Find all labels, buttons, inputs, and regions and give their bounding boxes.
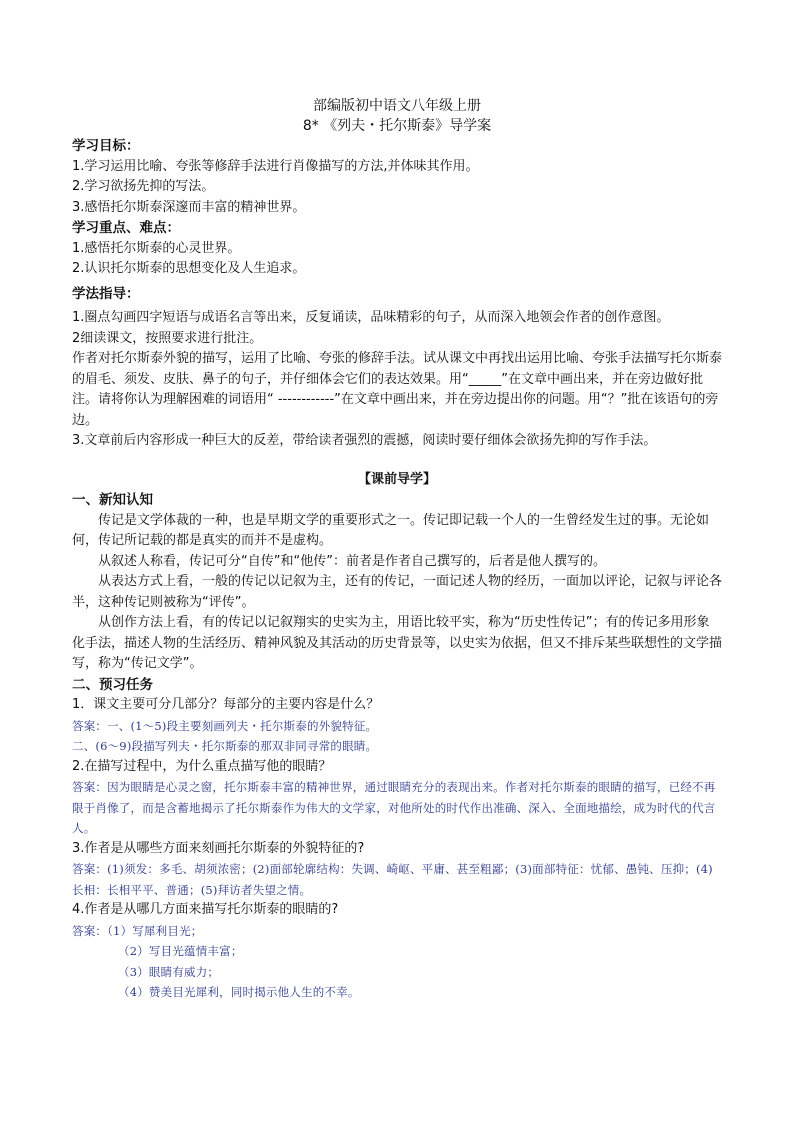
- answer-4-item: （2）写目光蕴情丰富；: [118, 944, 243, 958]
- answer-1-line: 二、(6～9)段描写列夫・托尔斯泰的那双非同寻常的眼睛。: [72, 739, 378, 753]
- method-item: 1.圈点勾画四字短语与成语名言等出来，反复诵读，品味精彩的句子，从而深入地领会作者的创作意图。: [72, 310, 670, 325]
- goal-item: 1.学习运用比喻、夸张等修辞手法进行肖像描写的方法,并体味其作用。: [72, 158, 479, 174]
- method-item: 3.文章前后内容形成一种巨大的反差，带给读者强烈的震撼，阅读时要仔细体会欲扬先抑的写作手法。: [72, 433, 657, 448]
- answer-4-label: 答案：: [72, 923, 108, 938]
- section1-heading: 一、新知认知: [72, 492, 153, 508]
- question-3: 3.作者是从哪些方面来刻画托尔斯泰的外貌特征的?: [72, 840, 365, 856]
- document-page: [72, 96, 722, 1003]
- key-point-item: 1.感悟托尔斯泰的心灵世界。: [72, 240, 241, 256]
- section2-heading: 二、预习任务: [72, 676, 153, 693]
- answer-3: 答案：(1)须发：多毛、胡须浓密；(2)面部轮廓结构：失调、崎岖、平庸、甚至粗鄙；(3)面部特征：忧郁、愚钝、压抑；(4)长相：长相平平、普通；(5)拜访者失望之情。: [72, 862, 713, 897]
- preview-heading: 【课前导学】: [357, 471, 436, 487]
- answer-4-item: （4）赞美目光犀利，同时揭示他人生的不幸。: [118, 985, 360, 999]
- question-4: 4.作者是从哪几方面来描写托尔斯泰的眼睛的?: [72, 902, 339, 917]
- answer-1-line: 答案：一、(1～5)段主要刻画列夫・托尔斯泰的外貌特征。: [72, 718, 378, 733]
- key-points-heading: 学习重点、难点：: [72, 220, 180, 236]
- goals-heading: 学习目标：: [72, 138, 140, 154]
- method-item: 2细读课文，按照要求进行批注。: [72, 330, 263, 346]
- answer-2: 答案：因为眼睛是心灵之窗，托尔斯泰丰富的精神世界，通过眼睛充分的表现出来。作者对托尔斯泰的眼睛的描写，已经不再限于肖像了，而是含蓄地揭示了托尔斯泰作为伟大的文学家，对他所处的时代作出准确、深入、全面地描绘，成为时代的代言人。: [72, 780, 716, 835]
- document-title-grade: 部编版初中语文八年级上册: [313, 98, 481, 114]
- answer-4-item: （3）眼睛有威力；: [118, 964, 220, 979]
- question-2: 2.在描写过程中，为什么重点描写他的眼睛？: [72, 758, 332, 774]
- answer-4-line: [72, 921, 722, 942]
- section1-paragraph: 从创作方法上看，有的传记以记叙翔实的史实为主，用语比较平实，称为“历史性传记”；有的传记多用形象化手法，描述人物的生活经历、精神风貌及其活动的历史背景等，以史实为依据，但又不排斥某些联想性的文学描写，称为“传记文学”。: [72, 615, 723, 671]
- method-heading: 学法指导：: [72, 285, 140, 302]
- goal-item: 2.学习欲扬先抑的写法。: [72, 179, 215, 194]
- document-title-lesson: 8* 《列夫・托尔斯泰》导学案: [302, 118, 492, 134]
- key-point-item: 2.认识托尔斯泰的思想变化及人生追求。: [72, 261, 306, 276]
- question-1: 1．课文主要可分几部分？每部分的主要内容是什么？: [72, 697, 380, 712]
- answer-4-item: （1）写犀利目光；: [107, 923, 203, 938]
- section1-paragraph: 从叙述人称看，传记可分“自传”和“他传”：前者是作者自己撰写的，后者是他人撰写的。: [98, 553, 606, 569]
- section1-paragraph: 从表达方式上看，一般的传记以记叙为主，还有的传记，一面记述人物的经历，一面加以评论，记叙与评论各半，这种传记则被称为“评传”。: [72, 574, 723, 610]
- method-item: 作者对托尔斯泰外貌的描写，运用了比喻、夸张的修辞手法。试从课文中再找出运用比喻、夸张手法描写托尔斯泰的眉毛、须发、皮肤、鼻子的句子，并仔细体会它们的表达效果。用“_____”在文章中画出来，并在旁边做好批注。请将你认为理解困难的词语用“ ------------”在文章中画出来，并在旁边提出你的问题。用“？”批在该语句的旁边。: [72, 351, 723, 428]
- goal-item: 3.感悟托尔斯泰深邃而丰富的精神世界。: [72, 199, 306, 215]
- section1-paragraph: 传记是文学体裁的一种，也是早期文学的重要形式之一。传记即记载一个人的一生曾经发生过的事。无论如何，传记所记载的都是真实的而并不是虚构。: [72, 512, 710, 548]
